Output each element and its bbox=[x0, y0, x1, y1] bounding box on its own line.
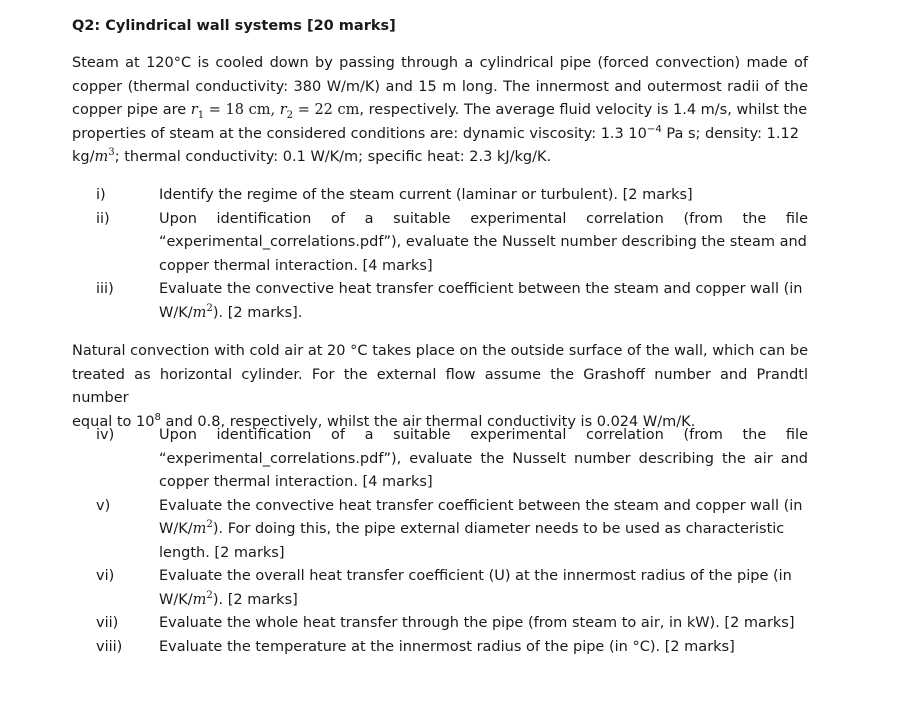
list-item-iii bbox=[72, 278, 808, 325]
item-text: Evaluate the temperature at the innermost radius of the pipe (in °C). [2 marks] bbox=[159, 638, 735, 655]
item-number: i) bbox=[96, 187, 106, 203]
list-item-v bbox=[72, 495, 808, 566]
item-text-unit: $W/K/m^2$). For doing this, the pipe external diameter needs to be used as characteristic bbox=[159, 519, 785, 537]
list-item-iv bbox=[72, 424, 808, 495]
para1-line5: $kg/m^3$; thermal conductivity: 0.1 W/K/m; specific heat: 2.3 kJ/kg/K. bbox=[72, 147, 552, 165]
item-text: length. [2 marks] bbox=[159, 544, 285, 561]
item-text-unit: $W/K/m^2$). [2 marks] bbox=[159, 589, 298, 608]
para1-line2: copper (thermal conductivity: 380 W/m/K) and 15 m long. The innermost and outermost radii of the bbox=[72, 78, 808, 95]
list-item-vii bbox=[72, 612, 808, 636]
item-text: copper thermal interaction. [4 marks] bbox=[159, 257, 433, 274]
item-text: Evaluate the convective heat transfer coefficient between the steam and copper wall (in bbox=[159, 497, 803, 514]
item-number: v) bbox=[96, 497, 111, 514]
para2-line1: Natural convection with cold air at 20 °C takes place on the outside surface of the wall, which can be bbox=[72, 343, 808, 359]
list-item-viii bbox=[72, 636, 808, 660]
item-number: iv) bbox=[96, 427, 115, 443]
list-item-vi bbox=[72, 565, 808, 612]
item-text: copper thermal interaction. [4 marks] bbox=[159, 474, 433, 490]
item-text: “experimental_correlations.pdf”), evaluate the Nusselt number describing the steam and bbox=[159, 234, 807, 250]
item-text: Upon identification of a suitable experimental correlation (from the file bbox=[159, 210, 808, 227]
item-text: Upon identification of a suitable experimental correlation (from the file bbox=[159, 427, 808, 443]
para1-line3: copper pipe are $r_1 = 18$ cm, $r_2 = 22$ cm, respectively. The average fluid velocity is 1.4 m/s, whilst the bbox=[72, 102, 808, 121]
para1-line1: Steam at 120°C is cooled down by passing through a cylindrical pipe (forced convection) made of bbox=[72, 55, 808, 71]
para1-line4: properties of steam at the considered conditions are: dynamic viscosity: 1.3 $10^{-4}$ Pa s; density: 1.12 bbox=[72, 123, 799, 142]
item-text-unit: $W/K/m^2$). [2 marks]. bbox=[159, 302, 303, 321]
item-number: ii) bbox=[96, 210, 110, 227]
para2-line3: equal to $10^8$ and 0.8, respectively, whilst the air thermal conductivity is 0.024 W/m/K. bbox=[72, 411, 696, 430]
question-list-2 bbox=[72, 424, 808, 659]
item-number: vi) bbox=[96, 568, 115, 584]
natural-convection-paragraph bbox=[72, 340, 808, 434]
item-text: Evaluate the whole heat transfer through the pipe (from steam to air, in kW). [2 marks] bbox=[159, 615, 795, 631]
item-text: “experimental_correlations.pdf”), evaluate the Nusselt number describing the air and bbox=[159, 450, 808, 467]
item-number: viii) bbox=[96, 638, 123, 655]
question-list-1 bbox=[72, 184, 808, 325]
question-title: Q2: Cylindrical wall systems [20 marks] bbox=[72, 18, 396, 34]
item-number: iii) bbox=[96, 281, 114, 297]
list-item-i bbox=[72, 184, 808, 208]
item-number: vii) bbox=[96, 615, 119, 631]
item-text: Evaluate the convective heat transfer coefficient between the steam and copper wall (in bbox=[159, 281, 803, 297]
intro-paragraph bbox=[72, 52, 808, 170]
list-item-ii bbox=[72, 208, 808, 279]
item-text: Identify the regime of the steam current (laminar or turbulent). [2 marks] bbox=[159, 187, 693, 203]
para2-line2: treated as horizontal cylinder. For the external flow assume the Grashoff number and Prandtl number bbox=[72, 366, 808, 406]
item-text: Evaluate the overall heat transfer coefficient (U) at the innermost radius of the pipe (in bbox=[159, 568, 792, 584]
